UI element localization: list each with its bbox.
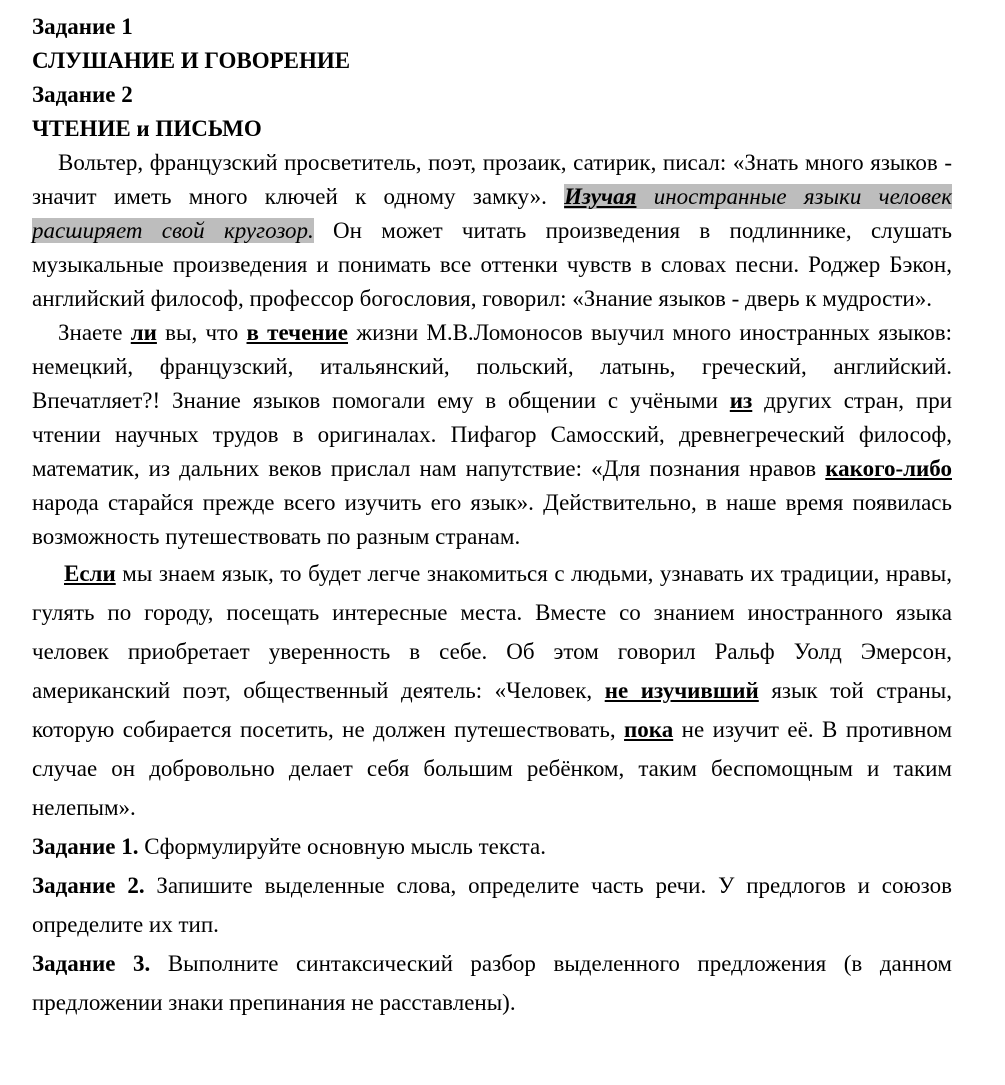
task-item — [32, 944, 952, 1022]
task-text: Запишите выделенные слова, определите часть речи. У предлогов и союзов определите их тип. — [32, 873, 952, 937]
heading-reading-writing: ЧТЕНИЕ и ПИСЬМО — [32, 116, 262, 141]
text-segment: вы, что — [156, 320, 247, 345]
highlighted-word-v-techenie: в течение — [246, 320, 349, 345]
text-segment: жизни М.В.Ломоносов выучил много иностранных языков: немецкий, французский, итальянский, польский, латынь, греческий, английский. Впечатляет?! Знание языков помогали ему в общении с учёными — [32, 320, 953, 413]
heading-task-2: Задание 2 — [32, 82, 133, 107]
highlighted-word-izuchaya: Изучая — [564, 184, 637, 209]
highlighted-word-poka: пока — [624, 717, 674, 742]
paragraph-lomonosov — [32, 316, 952, 554]
text-segment: Вольтер, французский просветитель, поэт, прозаик, сатирик, писал: «Знать много языков - значит иметь много ключей к одному замку». — [32, 150, 952, 209]
text-segment: народа старайся прежде всего изучить его язык». Действительно, в наше время появилась возможность путешествовать по разным странам. — [32, 490, 952, 549]
task-item — [32, 866, 952, 944]
highlighted-word-esli: Если — [64, 561, 116, 586]
task-label: Задание 2. — [32, 873, 145, 898]
task-text: Выполните синтаксический разбор выделенного предложения (в данном предложении знаки препинания не расставлены). — [32, 951, 952, 1015]
heading-listening-speaking: СЛУШАНИЕ И ГОВОРЕНИЕ — [32, 48, 351, 73]
paragraph-emerson — [32, 554, 952, 827]
text-segment: Знаете — [58, 320, 131, 345]
highlighted-word-kakogo-libo: какого-либо — [825, 456, 952, 481]
task-label: Задание 1. — [32, 834, 139, 859]
text-segment: не изучит её. В противном случае он добровольно делает себя большим ребёнком, таким беспомощным и таким нелепым». — [32, 717, 952, 820]
highlighted-sentence-rest: иностранные языки человек расширяет свой кругозор. — [32, 184, 952, 243]
text-segment: Он может читать произведения в подлиннике, слушать музыкальные произведения и понимать все оттенки чувств в словах песни. Роджер Бэкон, английский философ, профессор богословия, говорил: «Знание языков - дверь к мудрости». — [32, 218, 952, 311]
highlighted-word-iz: из — [729, 388, 753, 413]
highlighted-word-li: ли — [130, 320, 157, 345]
highlighted-word-ne-izuchivshiy: не изучивший — [604, 678, 759, 703]
task-label: Задание 3. — [32, 951, 151, 976]
paragraph-voltaire — [32, 146, 952, 316]
text-segment: других стран, при чтении научных трудов в оригиналах. Пифагор Самосский, древнегреческий философ, математик, из дальних веков прислал нам напутствие: «Для познания нравов — [32, 388, 952, 481]
text-segment: мы знаем язык, то будет легче знакомиться с людьми, узнавать их традиции, нравы, гулять по городу, посещать интересные места. Вместе со знанием иностранного языка человек приобретает уверенность в себе. Об этом говорил Ральф Уолд Эмерсон, американский поэт, общественный деятель: «Человек, — [32, 561, 952, 703]
task-item — [32, 827, 952, 866]
heading-task-1: Задание 1 — [32, 14, 133, 39]
text-segment: язык той страны, которую собирается посетить, не должен путешествовать, — [32, 678, 952, 742]
task-text: Сформулируйте основную мысль текста. — [138, 834, 546, 859]
